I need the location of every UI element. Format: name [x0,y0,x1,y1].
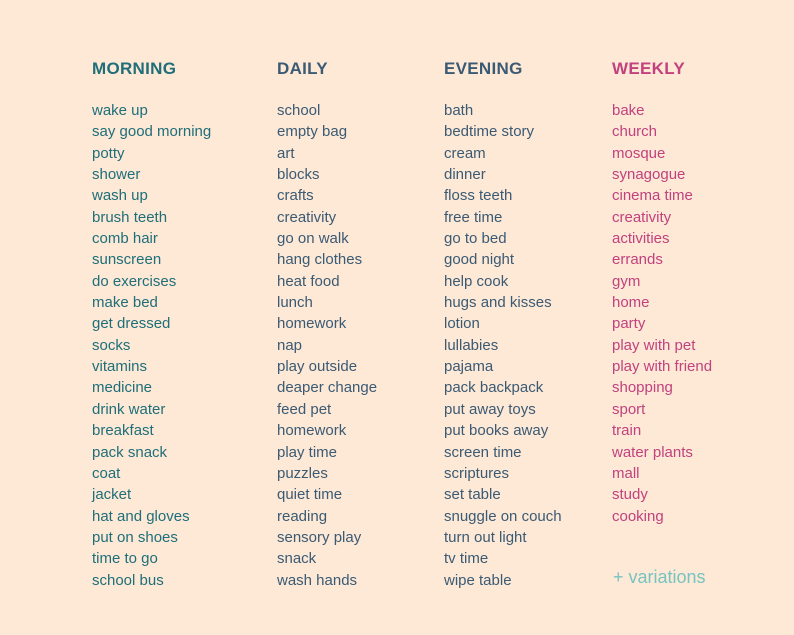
list-item: activities [612,230,670,248]
list-item: study [612,486,648,504]
list-item: pajama [444,358,494,376]
list-item: creativity [277,208,337,226]
morning-heading: MORNING [92,59,177,78]
list-item: breakfast [92,422,154,440]
list-item: homework [277,422,347,440]
list-item: puzzles [277,464,328,482]
list-item: home [612,294,650,312]
list-item: brush teeth [92,208,168,226]
list-item: water plants [612,443,693,461]
list-item: do exercises [92,272,177,290]
list-item: art [277,144,295,162]
list-item: make bed [92,294,158,312]
list-item: sunscreen [92,251,162,269]
list-item: feed pet [277,400,332,418]
list-item: reading [277,507,328,525]
list-item: wash up [92,187,148,205]
list-item: mosque [612,144,666,162]
list-item: comb hair [92,230,158,248]
list-item: errands [612,251,663,269]
list-item: cinema time [612,187,693,205]
list-item: wash hands [277,571,358,589]
daily-heading: DAILY [277,59,328,78]
list-item: train [612,422,642,440]
list-item: bake [612,102,645,119]
list-item: cooking [612,507,664,525]
list-item: set table [444,486,501,504]
list-item: wake up [92,102,148,119]
weekly-column [612,58,712,527]
list-item: church [612,123,658,141]
list-item: heat food [277,272,340,290]
list-item: crafts [277,187,314,205]
weekly-heading: WEEKLY [612,59,685,78]
list-item: coat [92,464,121,482]
list-item: free time [444,208,503,226]
list-item: hugs and kisses [444,294,552,312]
list-item: socks [92,336,131,354]
list-item: lotion [444,315,480,333]
list-item: cream [444,144,486,162]
list-item: jacket [92,486,132,504]
list-item: school bus [92,571,164,589]
list-item: go to bed [444,230,507,248]
list-item: bath [444,102,474,119]
list-item: time to go [92,550,158,568]
list-item: nap [277,336,303,354]
list-item: put books away [444,422,549,440]
list-item: dinner [444,166,486,184]
list-item: bedtime story [444,123,535,141]
evening-list [444,100,562,591]
list-item: hat and gloves [92,507,190,525]
list-item: deaper change [277,379,378,397]
list-item: empty bag [277,123,348,141]
list-item: shopping [612,379,673,397]
list-item: quiet time [277,486,343,504]
list-item: sport [612,400,646,418]
list-item: screen time [444,443,522,461]
morning-list [92,100,211,591]
list-item: lunch [277,294,313,312]
list-item: synagogue [612,166,686,184]
list-item: homework [277,315,347,333]
list-item: floss teeth [444,187,513,205]
list-item: play with friend [612,358,713,376]
daily-list [277,100,377,591]
list-item: turn out light [444,528,527,546]
list-item: creativity [612,208,672,226]
list-item: mall [612,464,640,482]
list-item: put on shoes [92,528,178,546]
list-item: scriptures [444,464,510,482]
list-item: vitamins [92,358,148,376]
list-item: pack snack [92,443,168,461]
list-item: put away toys [444,400,536,418]
list-item: wipe table [444,571,512,589]
list-item: good night [444,251,515,269]
list-item: pack backpack [444,379,544,397]
list-item: play time [277,443,338,461]
weekly-list [612,100,712,527]
list-item: play outside [277,358,358,376]
list-item: drink water [92,400,166,418]
list-item: get dressed [92,315,171,333]
list-item: shower [92,166,141,184]
list-item: sensory play [277,528,362,546]
list-item: snack [277,550,317,568]
evening-column [444,58,562,591]
list-item: tv time [444,550,489,568]
list-item: snuggle on couch [444,507,562,525]
list-item: hang clothes [277,251,363,269]
daily-column [277,58,377,591]
list-item: go on walk [277,230,349,248]
variations-note: + variations [613,567,706,587]
list-item: blocks [277,166,320,184]
list-item: help cook [444,272,509,290]
list-item: say good morning [92,123,212,141]
morning-column [92,58,211,591]
evening-heading: EVENING [444,59,523,78]
list-item: medicine [92,379,153,397]
list-item: party [612,315,646,333]
list-item: gym [612,272,641,290]
list-item: school [277,102,321,119]
list-item: potty [92,144,125,162]
list-item: play with pet [612,336,696,354]
list-item: lullabies [444,336,499,354]
